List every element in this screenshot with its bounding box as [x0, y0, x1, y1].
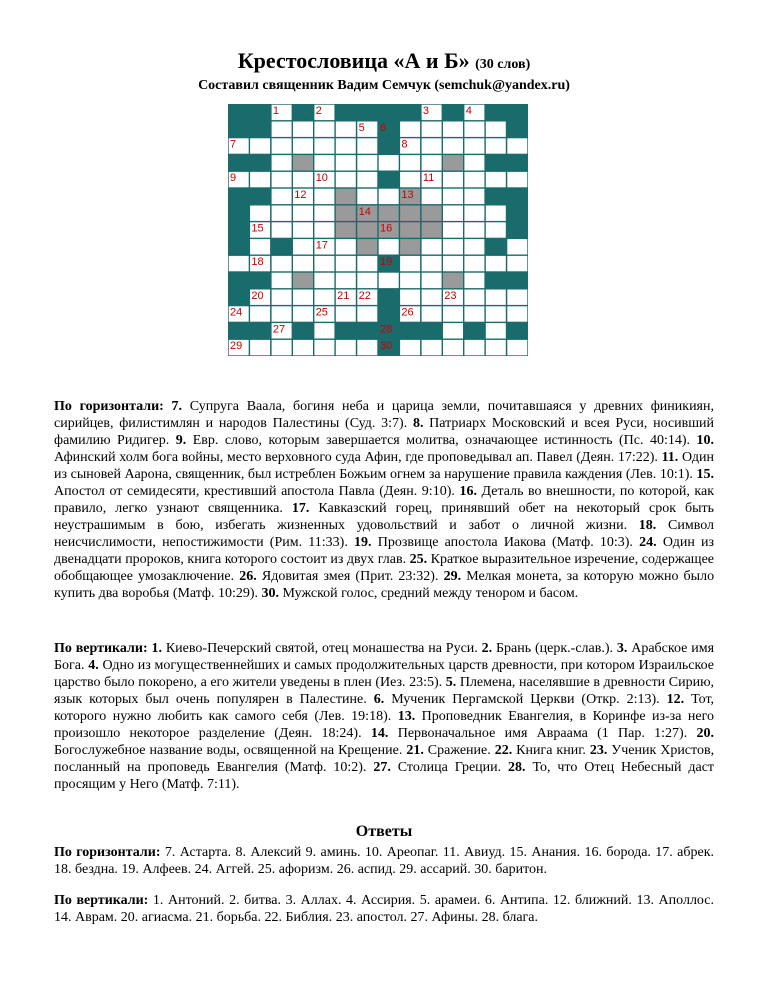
clue-across-text: Деталь во внешности, по которой, как правило, легко узнают священника. — [54, 484, 715, 516]
cell-number: 5 — [358, 121, 365, 134]
grid-cell[interactable] — [486, 306, 506, 321]
clues-across-list — [54, 399, 714, 601]
grid-cell[interactable] — [336, 340, 356, 355]
clue-down-number: 13. — [397, 709, 416, 724]
grid-cell[interactable] — [272, 273, 292, 288]
clue-down-number: 20. — [696, 726, 715, 741]
clue-across-number: 25. — [409, 552, 428, 567]
grid-cell[interactable] — [272, 256, 292, 271]
grid-cell[interactable] — [422, 306, 442, 321]
cell-number: 15 — [251, 222, 264, 235]
clue-down-number: 12. — [666, 692, 685, 707]
shaded-cell — [443, 273, 463, 288]
grid-cell[interactable] — [486, 256, 506, 271]
grid-cell[interactable] — [314, 155, 334, 170]
grid-cell[interactable] — [400, 340, 420, 355]
clue-down-text: Богослужебное название воды, освященной на Крещение. — [54, 743, 403, 758]
answers-down-label: По вертикали: — [54, 893, 149, 908]
word-count: (30 слов) — [475, 57, 531, 72]
cell-number: 29 — [230, 340, 243, 353]
grid-cell[interactable] — [314, 122, 334, 137]
clue-down-text: Киево-Печерский святой, отец монашества на Руси. — [165, 641, 478, 656]
grid-cell[interactable] — [272, 206, 292, 221]
clue-down-number: 22. — [494, 743, 513, 758]
shaded-cell — [400, 206, 420, 221]
cell-number: 27 — [272, 323, 286, 336]
grid-cell[interactable] — [250, 340, 270, 355]
grid-cell[interactable] — [314, 189, 334, 204]
cell-number: 18 — [251, 256, 264, 269]
grid-cell[interactable] — [464, 189, 484, 204]
clue-across-number: 10. — [696, 433, 715, 448]
clue-down-text: Проповедник Евангелия, в Коринфе из-за него произошло некоторое разделение (Деян. 18:24). — [54, 709, 714, 741]
grid-cell[interactable] — [379, 273, 399, 288]
cell-number: 19 — [380, 256, 393, 269]
shaded-cell — [336, 189, 356, 204]
cell-number: 8 — [401, 138, 408, 151]
grid-cell[interactable] — [464, 138, 484, 153]
grid-cell[interactable] — [272, 189, 292, 204]
clue-down-number: 2. — [481, 641, 493, 656]
grid-cell[interactable] — [486, 206, 506, 221]
shaded-cell — [422, 222, 442, 237]
grid-cell[interactable] — [422, 290, 442, 305]
grid-cell[interactable] — [357, 172, 377, 187]
answers-down — [54, 892, 714, 926]
crossword-grid-svg — [228, 104, 528, 356]
clue-across-text: Один из сыновей Аарона, священник, был истреблен Божьим огнем за нарушение правила каждения (Лев. 10:1). — [54, 450, 715, 482]
grid-cell[interactable] — [293, 239, 313, 254]
grid-cell[interactable] — [443, 323, 463, 338]
shaded-cell — [443, 155, 463, 170]
clue-across-text: Апостол от семидесяти, крестивший апостола Павла (Деян. 9:10). — [54, 484, 455, 499]
clue-down-text: Брань (церк.-слав.). — [496, 641, 614, 656]
cell-number: 28 — [380, 323, 393, 336]
grid-cell[interactable] — [379, 155, 399, 170]
grid-cell[interactable] — [507, 340, 527, 355]
clue-across-number: 26. — [239, 569, 257, 584]
grid-cell[interactable] — [464, 172, 484, 187]
grid-cell[interactable] — [357, 273, 377, 288]
grid-cell[interactable] — [357, 340, 377, 355]
grid-cell[interactable] — [314, 290, 334, 305]
clue-down-number: 14. — [370, 726, 389, 741]
grid-cell[interactable] — [464, 222, 484, 237]
grid-cell[interactable] — [314, 273, 334, 288]
cell-number: 25 — [315, 306, 328, 319]
clues-across-label: По горизонтали: — [54, 399, 164, 414]
clue-across-number: 19. — [354, 535, 372, 550]
clue-across-number: 30. — [261, 586, 280, 601]
clue-across-number: 9. — [175, 433, 187, 448]
answers-across — [54, 844, 714, 878]
grid-cell[interactable] — [443, 340, 463, 355]
clue-down-text: Столица Греции. — [397, 760, 502, 775]
grid-cell[interactable] — [443, 138, 463, 153]
grid-cell[interactable] — [443, 206, 463, 221]
clue-down-number: 23. — [589, 743, 608, 758]
clue-down-text: Сражение. — [427, 743, 491, 758]
clues-down-list — [54, 641, 714, 792]
grid-cell[interactable] — [314, 138, 334, 153]
grid-cell[interactable] — [379, 189, 399, 204]
clue-down-number: 6. — [373, 692, 385, 707]
shaded-cell — [400, 222, 420, 237]
clue-across-number: 24. — [639, 535, 657, 550]
grid-cell[interactable] — [336, 256, 356, 271]
clue-down-number: 28. — [508, 760, 526, 775]
grid-cell[interactable] — [272, 155, 292, 170]
grid-cell[interactable] — [336, 172, 356, 187]
clue-across-number: 29. — [443, 569, 462, 584]
grid-cell[interactable] — [464, 340, 484, 355]
grid-cell[interactable] — [464, 256, 484, 271]
grid-cell[interactable] — [486, 122, 506, 137]
clue-across-text: Кавказский горец, принявший обет на некоторый срок быть неустрашимым в бою, избегать жизненных удовольствий и забот о личной жизни. — [54, 501, 715, 533]
grid-cell[interactable] — [272, 340, 292, 355]
grid-cell[interactable] — [464, 273, 484, 288]
grid-cell[interactable] — [272, 122, 292, 137]
crossword-grid — [228, 104, 528, 356]
answers-down-text: 1. Антоний. 2. битва. 3. Аллах. 4. Ассирия. 5. арамеи. 6. Антипа. 12. ближний. 13. Аполлос. 14. Аврам. 20. агиасма. 21. борьба. 22. Библия. 23. апостол. 27. Афины. 28. блага. — [54, 893, 714, 925]
page-title — [0, 48, 768, 74]
grid-cell[interactable] — [314, 323, 334, 338]
cell-number: 17 — [315, 239, 328, 252]
grid-cell[interactable] — [422, 189, 442, 204]
clue-across-number: 17. — [291, 501, 310, 516]
clue-down-number: 4. — [88, 658, 99, 673]
grid-cell[interactable] — [443, 256, 463, 271]
answers-across-text: 7. Астарта. 8. Алексий 9. аминь. 10. Ареопаг. 11. Авиуд. 15. Анания. 16. борода. 17. абрек. 18. бездна. 19. Алфеев. 24. Аггей. 25. афоризм. 26. аспид. 29. ассарий. 30. баритон. — [54, 845, 715, 877]
grid-cell[interactable] — [507, 290, 527, 305]
clues-down-label: По вертикали: — [54, 641, 148, 656]
clue-across-text: Афинский холм бога войны, место верховного суда Афин, где проповедывал ап. Павел (Деян. 17:22). — [54, 450, 658, 465]
cell-number: 24 — [230, 306, 243, 319]
shaded-cell — [336, 222, 356, 237]
grid-cell[interactable] — [293, 206, 313, 221]
shaded-cell — [336, 206, 356, 221]
grid-cell[interactable] — [486, 323, 506, 338]
grid-cell[interactable] — [314, 340, 334, 355]
grid-cell[interactable] — [422, 340, 442, 355]
grid-cell[interactable] — [293, 306, 313, 321]
grid-cell[interactable] — [336, 239, 356, 254]
clue-down-text: Арабское имя Бога. — [54, 641, 715, 673]
cell-number: 23 — [444, 289, 457, 302]
grid-cell[interactable] — [357, 256, 377, 271]
clue-across-number: 11. — [661, 450, 679, 465]
grid-cell[interactable] — [486, 138, 506, 153]
grid-cell[interactable] — [336, 138, 356, 153]
cell-number: 4 — [465, 105, 472, 117]
shaded-cell — [293, 273, 313, 288]
grid-cell[interactable] — [422, 155, 442, 170]
clue-across-number: 15. — [696, 467, 715, 482]
clue-down-number: 21. — [406, 743, 424, 758]
grid-cell[interactable] — [464, 155, 484, 170]
clue-down-text: Племена, населявшие в древности Сирию, язык которых был очень популярен в Палестине. — [54, 675, 715, 707]
grid-cell[interactable] — [464, 239, 484, 254]
cell-number: 6 — [380, 121, 387, 134]
grid-cell[interactable] — [464, 122, 484, 137]
grid-cell[interactable] — [486, 290, 506, 305]
grid-cell[interactable] — [400, 172, 420, 187]
grid-cell[interactable] — [229, 256, 249, 271]
grid-cell[interactable] — [422, 273, 442, 288]
clue-across-number: 16. — [459, 484, 477, 499]
clue-across-text: Мужской голос, средний между тенором и басом. — [282, 586, 579, 601]
title-text: Крестословица «А и Б» — [237, 48, 470, 73]
shaded-cell — [400, 239, 420, 254]
clue-across-number: 7. — [171, 399, 183, 414]
clue-down-number: 5. — [445, 675, 457, 690]
grid-cell[interactable] — [443, 189, 463, 204]
grid-cell[interactable] — [486, 172, 506, 187]
grid-cell[interactable] — [443, 172, 463, 187]
grid-cell[interactable] — [422, 256, 442, 271]
author-line: Составил священник Вадим Семчук (semchuk@yandex.ru) — [198, 78, 570, 93]
cell-number: 9 — [230, 172, 237, 185]
grid-cell[interactable] — [379, 239, 399, 254]
grid-cell[interactable] — [357, 306, 377, 321]
grid-cell[interactable] — [250, 138, 270, 153]
clues-across — [54, 398, 714, 602]
clue-down-text: Тот, которого нужно любить как самого себя (Лев. 19:18). — [54, 692, 715, 724]
clue-across-text: Мелкая монета, за которую можно было купить два воробья (Матф. 10:29). — [54, 569, 715, 601]
clue-across-text: Супруга Ваала, богиня неба и царица земли, почитавшаяся у древних финикиян, сирийцев, филистимлян и народов Палестины (Суд. 3:7). — [54, 399, 714, 431]
clue-down-text: Книга книг. — [516, 743, 586, 758]
grid-cell[interactable] — [357, 189, 377, 204]
clue-across-text: Патриарх Московский и всея Руси, носивший фамилию Ридигер. — [54, 416, 715, 448]
grid-cell[interactable] — [314, 256, 334, 271]
clue-down-number: 3. — [616, 641, 628, 656]
grid-cell[interactable] — [507, 256, 527, 271]
cell-number: 14 — [358, 205, 371, 218]
cell-number: 16 — [380, 222, 393, 235]
grid-cell[interactable] — [272, 306, 292, 321]
clue-down-number: 1. — [151, 641, 162, 656]
cell-number: 1 — [272, 105, 280, 117]
cell-number: 20 — [251, 289, 264, 302]
cell-number: 11 — [422, 172, 435, 185]
cell-number: 26 — [401, 306, 414, 319]
grid-cell[interactable] — [400, 256, 420, 271]
grid-cell[interactable] — [293, 222, 313, 237]
clue-across-text: Ядовитая змея (Прит. 23:32). — [261, 569, 439, 584]
grid-cell[interactable] — [443, 222, 463, 237]
shaded-cell — [379, 206, 399, 221]
grid-cell[interactable] — [507, 239, 527, 254]
grid-cell[interactable] — [336, 273, 356, 288]
grid-cell[interactable] — [336, 155, 356, 170]
clue-across-number: 18. — [638, 518, 657, 533]
grid-cell[interactable] — [293, 256, 313, 271]
grid-cell[interactable] — [422, 122, 442, 137]
clue-across-number: 8. — [412, 416, 424, 431]
grid-cell[interactable] — [400, 273, 420, 288]
grid-cell[interactable] — [250, 239, 270, 254]
clue-across-text: Прозвище апостола Иакова (Матф. 10:3). — [377, 535, 633, 550]
grid-cell[interactable] — [464, 206, 484, 221]
answers-across-label: По горизонтали: — [54, 845, 161, 860]
cell-number: 3 — [422, 105, 430, 117]
cell-number: 10 — [315, 172, 328, 185]
grid-cell[interactable] — [336, 122, 356, 137]
grid-cell[interactable] — [357, 138, 377, 153]
grid-cell[interactable] — [272, 172, 292, 187]
cell-number: 13 — [401, 189, 414, 201]
grid-cell[interactable] — [443, 122, 463, 137]
grid-cell[interactable] — [314, 222, 334, 237]
grid-cell[interactable] — [293, 122, 313, 137]
clue-down-text: То, что Отец Небесный даст просящим у Него (Матф. 7:11). — [54, 760, 715, 792]
grid-cell[interactable] — [422, 138, 442, 153]
clue-across-text: Символ неисчислимости, непостижимости (Рим. 11:33). — [54, 518, 715, 550]
grid-cell[interactable] — [507, 306, 527, 321]
grid-cell[interactable] — [250, 206, 270, 221]
clue-across-text: Краткое выразительное изречение, содержащее обобщающее умозаключение. — [54, 552, 715, 584]
shaded-cell — [293, 155, 313, 170]
grid-cell[interactable] — [314, 206, 334, 221]
shaded-cell — [357, 222, 377, 237]
cell-number: 7 — [230, 138, 237, 151]
grid-cell[interactable] — [272, 138, 292, 153]
grid-cell[interactable] — [464, 306, 484, 321]
grid-cell[interactable] — [443, 239, 463, 254]
clues-down — [54, 640, 714, 793]
grid-cell[interactable] — [336, 306, 356, 321]
clue-across-text: Один из двенадцати пророков, книга которого состоит из двух глав. — [54, 535, 715, 567]
cell-number: 30 — [380, 340, 393, 353]
cell-number: 2 — [315, 105, 322, 117]
grid-cell[interactable] — [422, 239, 442, 254]
grid-cell[interactable] — [250, 172, 270, 187]
grid-cell[interactable] — [486, 222, 506, 237]
clue-down-text: Ученик Христов, посланный на проповедь Евангелия (Матф. 10:2). — [54, 743, 715, 775]
grid-cell[interactable] — [293, 138, 313, 153]
grid-cell[interactable] — [507, 138, 527, 153]
shaded-cell — [422, 206, 442, 221]
shaded-cell — [357, 239, 377, 254]
cell-number: 22 — [358, 289, 371, 302]
grid-cell[interactable] — [400, 122, 420, 137]
cell-number: 12 — [294, 189, 307, 201]
clue-down-text: Одно из могущественнейших и самых продолжительных царств древности, при котором Израильское царство было покорено, а его жители уведены в плен (Иез. 23:5). — [54, 658, 715, 690]
grid-cell[interactable] — [400, 155, 420, 170]
grid-cell[interactable] — [400, 290, 420, 305]
grid-cell[interactable] — [293, 340, 313, 355]
clue-down-text: Первоначальное имя Авраама (1 Пар. 1:27). — [397, 726, 688, 741]
cell-number: 21 — [337, 289, 350, 302]
answers-title: Ответы — [355, 823, 413, 840]
clue-down-number: 27. — [373, 760, 391, 775]
grid-cell[interactable] — [443, 306, 463, 321]
grid-cell[interactable] — [250, 306, 270, 321]
grid-cell[interactable] — [272, 222, 292, 237]
grid-cell[interactable] — [357, 155, 377, 170]
grid-cell[interactable] — [293, 172, 313, 187]
grid-cell[interactable] — [486, 340, 506, 355]
clue-down-text: Мученик Пергамской Церкви (Откр. 2:13). — [391, 692, 660, 707]
grid-cell[interactable] — [507, 172, 527, 187]
grid-cell[interactable] — [464, 290, 484, 305]
grid-cell[interactable] — [293, 290, 313, 305]
clue-across-text: Евр. слово, которым завершается молитва, означающее истинность (Пс. 40:14). — [192, 433, 691, 448]
grid-cell[interactable] — [272, 290, 292, 305]
